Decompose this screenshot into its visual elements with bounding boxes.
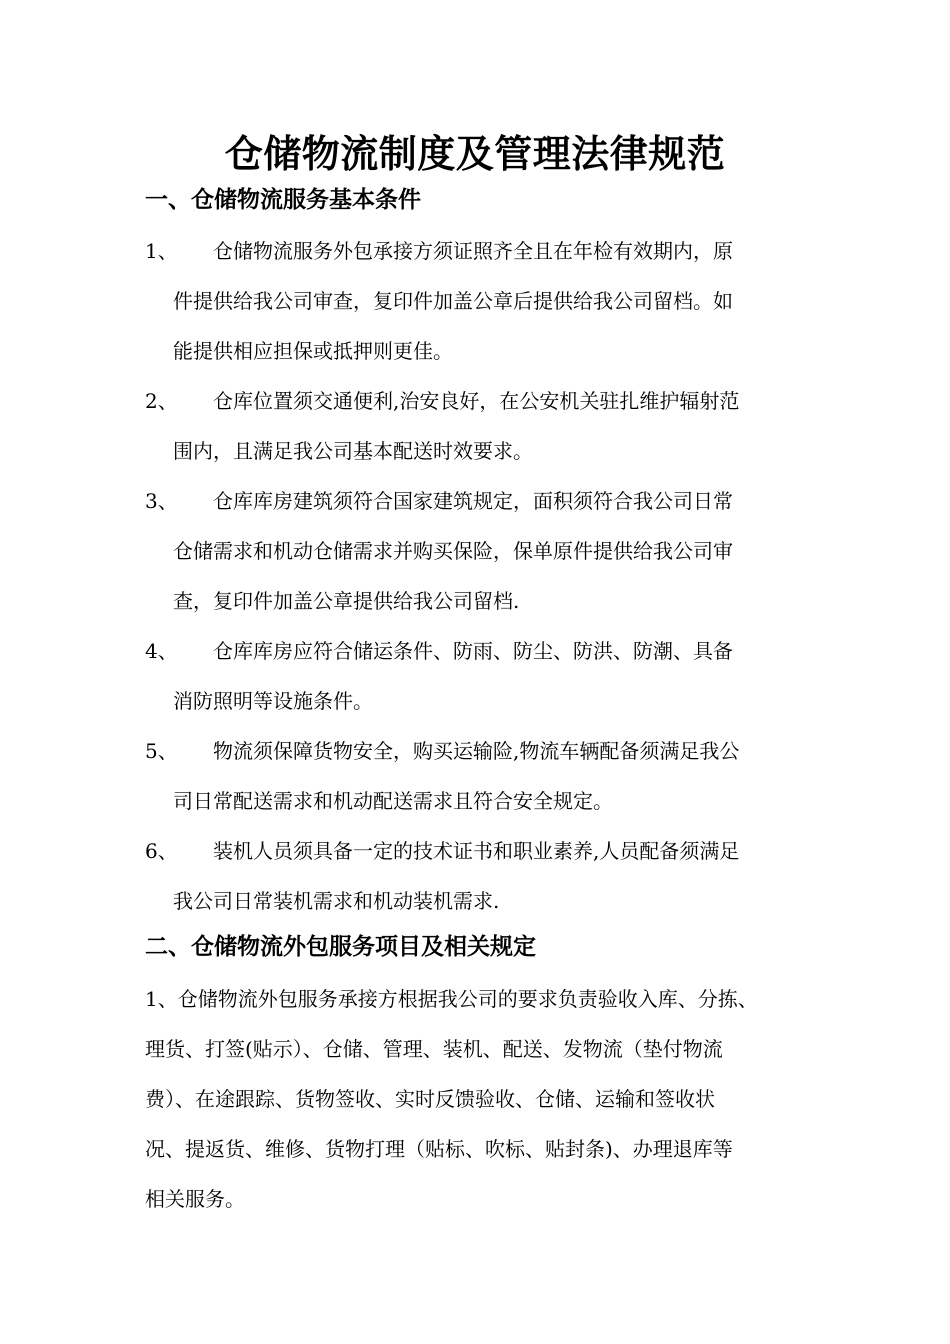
paragraph-line: 1、仓储物流外包服务承接方根据我公司的要求负责验收入库、分拣、 (145, 987, 758, 1011)
list-item-number: 1、 (145, 239, 178, 263)
list-item-line: 仓储需求和机动仓储需求并购买保险，保单原件提供给我公司审 (173, 539, 733, 563)
list-item-number: 4、 (145, 639, 178, 663)
list-item-4 (145, 626, 810, 726)
list-item-1 (145, 226, 810, 376)
list-item-line: 物流须保障货物安全，购买运输险,物流车辆配备须满足我公 (213, 739, 740, 763)
list-item-line: 仓库库房建筑须符合国家建筑规定，面积须符合我公司日常 (213, 489, 733, 513)
section-2-paragraph (145, 974, 825, 1224)
section-heading-2: 二、仓储物流外包服务项目及相关规定 (145, 934, 536, 960)
list-item-line: 围内，且满足我公司基本配送时效要求。 (173, 439, 533, 463)
list-item-line: 司日常配送需求和机动配送需求且符合安全规定。 (173, 789, 613, 813)
list-item-line: 装机人员须具备一定的技术证书和职业素养,人员配备须满足 (213, 839, 740, 863)
list-item-5 (145, 726, 810, 826)
list-item-number: 5、 (145, 739, 178, 763)
document-title: 仓储物流制度及管理法律规范 (224, 131, 726, 176)
paragraph-line: 相关服务。 (145, 1187, 245, 1211)
paragraph-line: 况、提返货、维修、货物打理（贴标、吹标、贴封条)、办理退库等 (145, 1137, 733, 1161)
section-heading-1: 一、仓储物流服务基本条件 (145, 187, 421, 213)
list-item-line: 查，复印件加盖公章提供给我公司留档. (173, 589, 520, 613)
list-item-line: 仓库库房应符合储运条件、防雨、防尘、防洪、防潮、具备 (213, 639, 733, 663)
paragraph-line: 理货、打签(贴示）、仓储、管理、装机、配送、发物流（垫付物流 (145, 1037, 723, 1061)
list-item-line: 仓储物流服务外包承接方须证照齐全且在年检有效期内，原 (213, 239, 733, 263)
paragraph-line: 费）、在途跟踪、货物签收、实时反馈验收、仓储、运输和签收状 (145, 1087, 715, 1111)
list-item-2 (145, 376, 810, 476)
list-item-6 (145, 826, 810, 926)
list-item-line: 件提供给我公司审查，复印件加盖公章后提供给我公司留档。如 (173, 289, 733, 313)
list-item-line: 能提供相应担保或抵押则更佳。 (173, 339, 453, 363)
list-item-number: 6、 (145, 839, 178, 863)
list-item-line: 仓库位置须交通便利,治安良好，在公安机关驻扎维护辐射范 (213, 389, 740, 413)
list-item-line: 消防照明等设施条件。 (173, 689, 373, 713)
list-item-line: 我公司日常装机需求和机动装机需求. (173, 889, 500, 913)
list-item-3 (145, 476, 810, 626)
list-item-number: 2、 (145, 389, 178, 413)
list-item-number: 3、 (145, 489, 178, 513)
